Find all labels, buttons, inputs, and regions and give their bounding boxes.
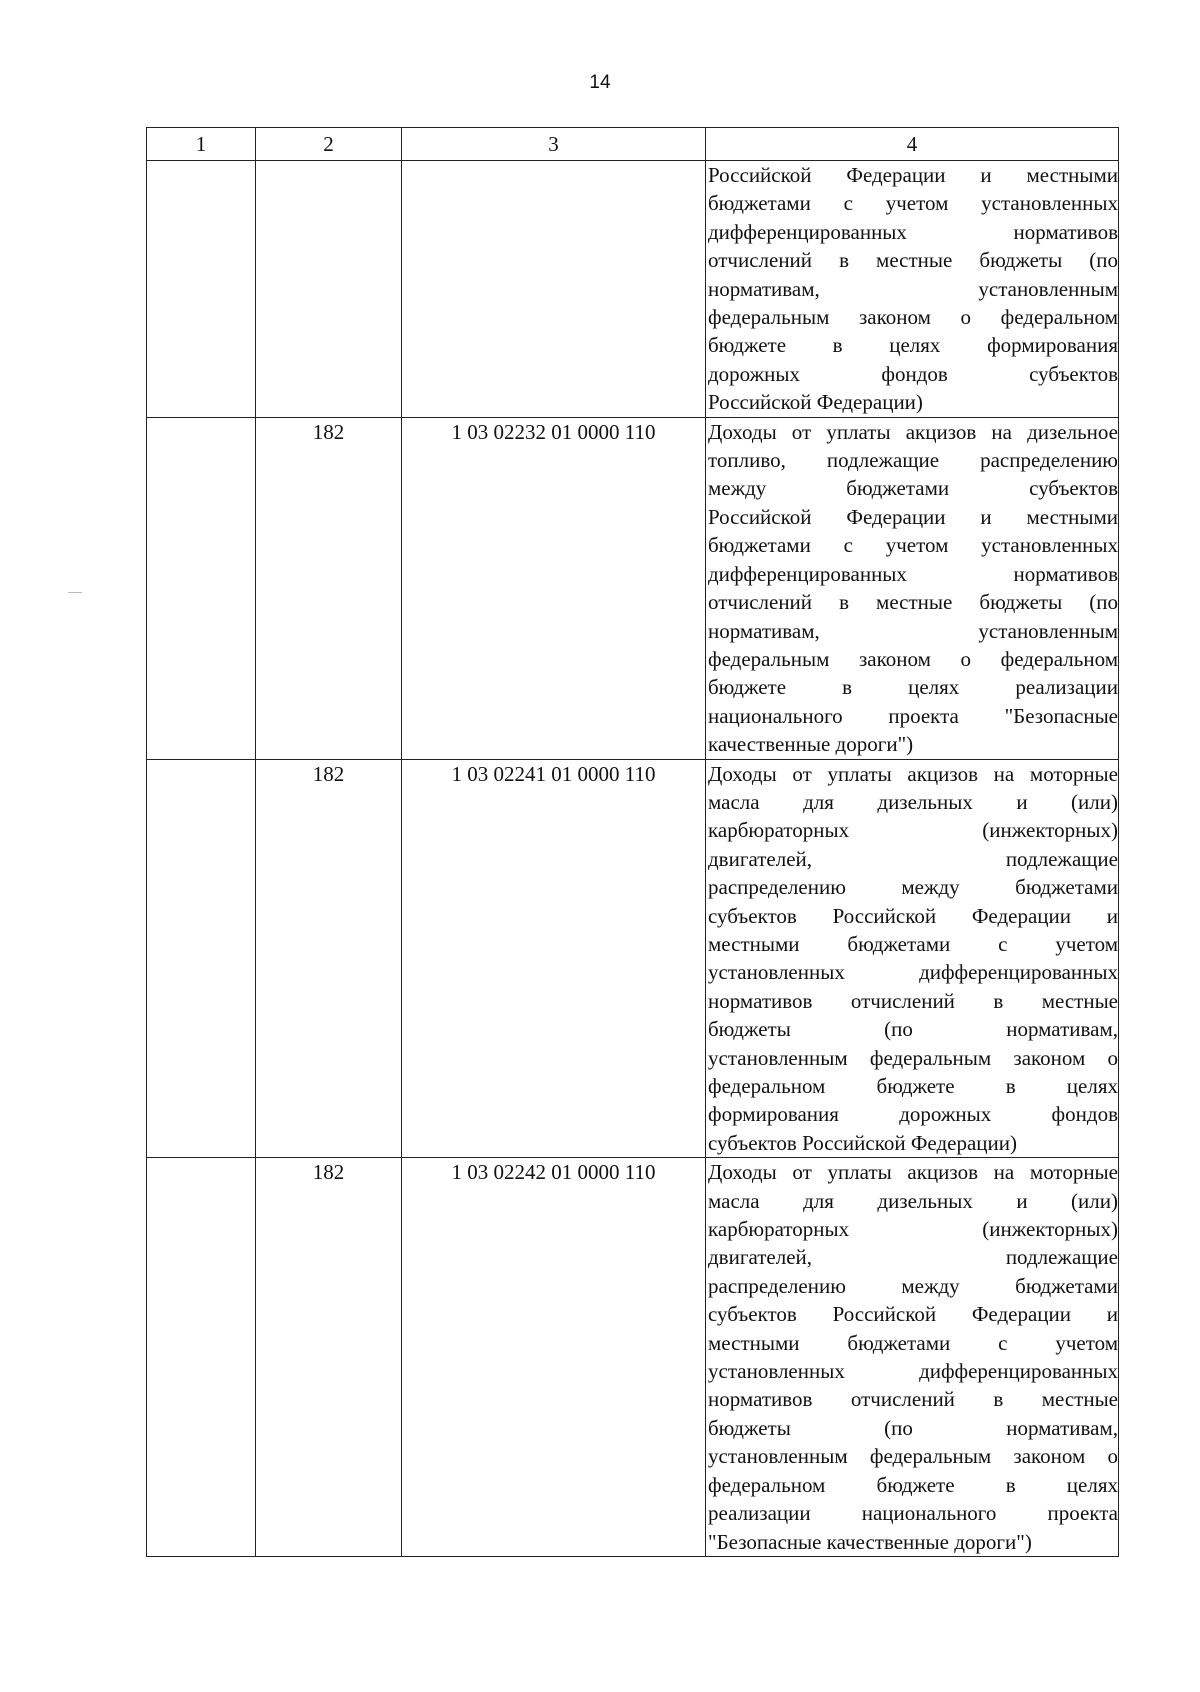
cell-admin-code: 182 bbox=[256, 1158, 402, 1557]
description-line: федеральном бюджете в целях bbox=[708, 1472, 1118, 1497]
description-line: "Безопасные качественные дороги") bbox=[708, 1529, 1032, 1554]
cell-admin-code: 182 bbox=[256, 417, 402, 759]
scan-mark bbox=[68, 592, 82, 593]
table-row bbox=[147, 161, 1119, 418]
description-line: нормативам, установленным bbox=[708, 618, 1118, 643]
description-line: установленным федеральным законом о bbox=[708, 1444, 1118, 1469]
description-line: федеральном бюджете в целях bbox=[708, 1074, 1118, 1098]
description-line: бюджеты (по нормативам, bbox=[708, 1415, 1118, 1440]
description-line: масла для дизельных и (или) bbox=[708, 789, 1118, 814]
description-line: Российской Федерации) bbox=[708, 390, 923, 415]
revenue-codes-table bbox=[146, 127, 1119, 1557]
description-line: нормативов отчислений в местные bbox=[708, 988, 1118, 1013]
description-line: местными бюджетами с учетом bbox=[708, 931, 1118, 956]
description-line: реализации национального проекта bbox=[708, 1501, 1118, 1526]
description-line: бюджеты (по нормативам, bbox=[708, 1017, 1118, 1042]
description-line: распределению между бюджетами bbox=[708, 1273, 1118, 1298]
cell-number bbox=[147, 759, 256, 1158]
description-line: установленных дифференцированных bbox=[708, 1359, 1118, 1384]
cell-number bbox=[147, 1158, 256, 1557]
table-header-row bbox=[147, 128, 1119, 161]
description-line: Российской Федерации и местными bbox=[708, 504, 1118, 529]
cell-revenue-description bbox=[706, 759, 1119, 1158]
description-line: качественные дороги") bbox=[708, 732, 914, 757]
cell-number bbox=[147, 417, 256, 759]
description-line: топливо, подлежащие распределению bbox=[708, 448, 1118, 473]
description-line: дифференцированных нормативов bbox=[708, 219, 1118, 244]
description-line: двигателей, подлежащие bbox=[708, 1245, 1118, 1270]
cell-admin-code: 182 bbox=[256, 759, 402, 1158]
table-row bbox=[147, 417, 1119, 759]
description-line: масла для дизельных и (или) bbox=[708, 1188, 1118, 1213]
description-line: формирования дорожных фондов bbox=[708, 1102, 1118, 1127]
table-row bbox=[147, 1158, 1119, 1557]
description-line: дорожных фондов субъектов bbox=[708, 361, 1118, 386]
description-line: Доходы от уплаты акцизов на дизельное bbox=[708, 419, 1118, 444]
description-line: двигателей, подлежащие bbox=[708, 846, 1118, 871]
cell-budget-classification-code: 1 03 02241 01 0000 110 bbox=[402, 759, 706, 1158]
description-line: субъектов Российской Федерации) bbox=[708, 1130, 1018, 1155]
cell-revenue-description bbox=[706, 417, 1119, 759]
description-line: карбюраторных (инжекторных) bbox=[708, 1217, 1118, 1242]
description-line: дифференцированных нормативов bbox=[708, 561, 1118, 586]
cell-revenue-description bbox=[706, 1158, 1119, 1557]
description-line: распределению между бюджетами bbox=[708, 875, 1118, 900]
header-col-2: 2 bbox=[256, 128, 402, 161]
header-col-3: 3 bbox=[402, 128, 706, 161]
description-line: федеральным законом о федеральном bbox=[708, 646, 1118, 671]
cell-number bbox=[147, 161, 256, 418]
description-line: нормативов отчислений в местные bbox=[708, 1387, 1118, 1412]
description-line: отчислений в местные бюджеты (по bbox=[708, 248, 1118, 273]
cell-revenue-description bbox=[706, 161, 1119, 418]
cell-budget-classification-code bbox=[402, 161, 706, 418]
description-line: субъектов Российской Федерации и bbox=[708, 903, 1118, 928]
description-line: субъектов Российской Федерации и bbox=[708, 1302, 1118, 1327]
description-line: карбюраторных (инжекторных) bbox=[708, 818, 1118, 843]
page-number: 14 bbox=[589, 72, 611, 93]
description-line: Российской Федерации и местными bbox=[708, 163, 1118, 187]
description-line: бюджете в целях формирования bbox=[708, 333, 1118, 358]
description-line: национального проекта "Безопасные bbox=[708, 703, 1118, 728]
header-col-4: 4 bbox=[706, 128, 1119, 161]
description-line: установленных дифференцированных bbox=[708, 960, 1118, 985]
description-line: Доходы от уплаты акцизов на моторные bbox=[708, 1160, 1118, 1185]
description-line: федеральным законом о федеральном bbox=[708, 305, 1118, 330]
description-line: бюджетами с учетом установленных bbox=[708, 533, 1118, 558]
description-line: отчислений в местные бюджеты (по bbox=[708, 590, 1118, 615]
description-line: нормативам, установленным bbox=[708, 276, 1118, 301]
cell-budget-classification-code: 1 03 02232 01 0000 110 bbox=[402, 417, 706, 759]
table-row bbox=[147, 759, 1119, 1158]
description-line: установленным федеральным законом о bbox=[708, 1045, 1118, 1070]
cell-admin-code bbox=[256, 161, 402, 418]
header-col-1: 1 bbox=[147, 128, 256, 161]
description-line: бюджетами с учетом установленных bbox=[708, 191, 1118, 216]
description-line: между бюджетами субъектов bbox=[708, 476, 1118, 501]
description-line: местными бюджетами с учетом bbox=[708, 1330, 1118, 1355]
description-line: Доходы от уплаты акцизов на моторные bbox=[708, 761, 1118, 786]
cell-budget-classification-code: 1 03 02242 01 0000 110 bbox=[402, 1158, 706, 1557]
description-line: бюджете в целях реализации bbox=[708, 675, 1118, 700]
